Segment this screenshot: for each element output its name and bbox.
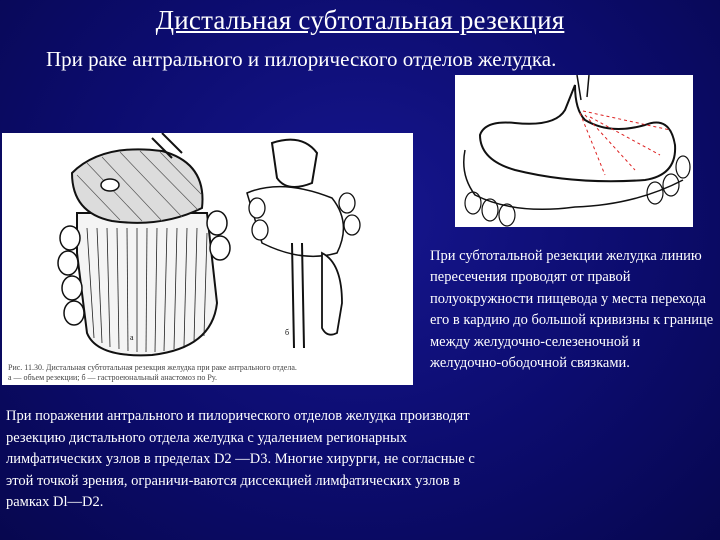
surgery-drawing xyxy=(2,133,413,385)
caption-line-2: а — объем резекции; б — гастроеюнальный анастомоз по Ру. xyxy=(8,373,217,382)
label-a: а xyxy=(130,333,134,342)
left-description: При поражении антрального и пилорического отделов желудка производят резекцию дистального отдела желудка с удалением регионарных лимфатических узлов в пределах D2 —D3. Многие хирурги, не согласные с этой точкой зрения, ограничи-ваются диссекцией лимфатических узлов в рамках Dl—D2. xyxy=(6,408,475,510)
slide-subtitle: При раке антрального и пилорического отделов желудка. xyxy=(46,47,557,71)
right-description: При субтотальной резекции желудка линию пересечения проводят от правой полуокружности пищевода у места перехода его в кардию до большой кривизны к границе между желудочно-селезеночной и желудочно-ободочной связками. xyxy=(430,248,714,372)
label-b: б xyxy=(285,328,290,337)
figure-caption xyxy=(8,363,408,383)
caption-line-1: Рис. 11.30. Дистальная субтотальная резекция желудка при раке антрального отдела. xyxy=(8,363,297,372)
slide-title: Дистальная субтотальная резекция xyxy=(155,5,565,35)
resection-illustration xyxy=(2,133,413,385)
stomach-outline-drawing xyxy=(455,75,693,227)
stomach-diagram xyxy=(455,75,693,227)
